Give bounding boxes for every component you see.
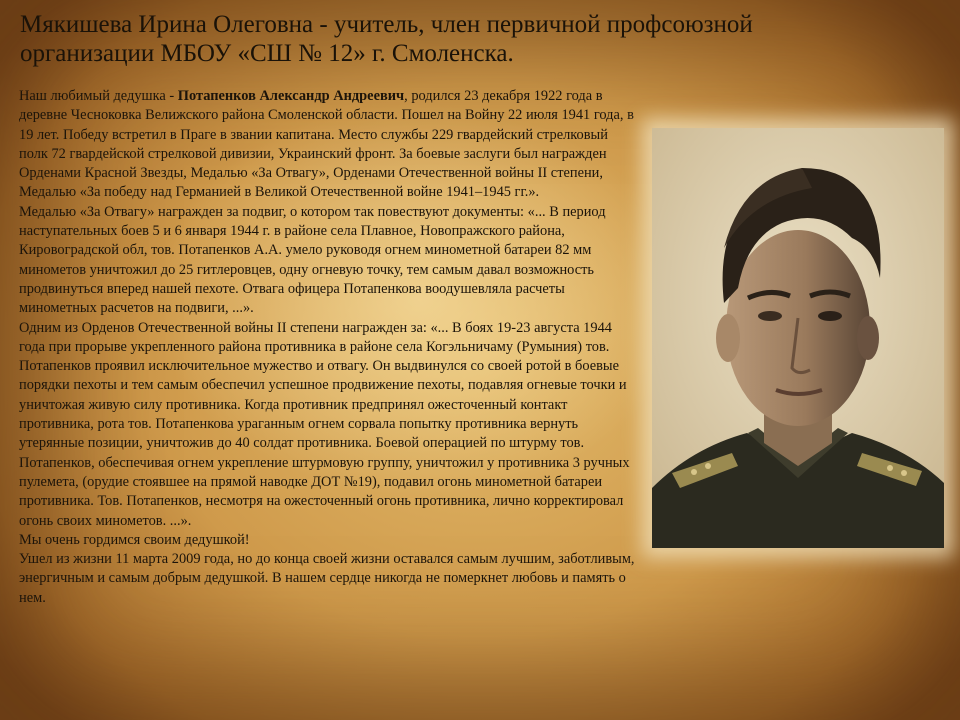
slide-title <box>20 10 920 68</box>
medal-paragraph: Медалью «За Отвагу» награжден за подвиг, о котором так повествуют документы: «... В период наступательных боев 5 и 6 января 1944 г. в районе села Плавное, Новопражского района, Кировоградской обл, тов. Потапенков А.А. умело руководя огнем минометной батареи 82 мм минометов уничтожил до 25 гитлеровцев, одну огневую точку, тем самым давал возможность продвинуться вперед нашей пехоте. Отвага офицера Потапенкова воодушевляла расчеты минометных расчетов на подвиги, ...». <box>19 203 606 317</box>
intro-rest: , родился 23 декабря 1922 года в деревне Чесноковка Велижского района Смоленской области. Пошел на Войну 22 июля 1941 года, в 19 лет. Победу встретил в Праге в звании капитана. Место службы 229 гвардейский стрелковый полк 72 гвардейской стрелковой дивизии, Украинский фронт. За боевые заслуги был награжден Орденами Красной Звезды, Медалью «За Отвагу», Орденами Отечественной войны II степени, Медалью «За победу над Германией в Великой Отечественной войне 1941–1945 гг.». <box>19 88 634 201</box>
title-line-2: организации МБОУ «СШ № 12» г. Смоленска. <box>20 40 514 67</box>
portrait-photo <box>652 128 944 548</box>
intro-paragraph <box>19 87 639 203</box>
portrait-illustration <box>652 128 944 548</box>
intro-prefix: Наш любимый дедушка - <box>19 88 178 104</box>
final-paragraph: Ушел из жизни 11 марта 2009 года, но до конца своей жизни оставался самым лучшим, заботливым, энергичным и самым добрым дедушкой. В нашем сердце никогда не померкнет любовь и память о нем. <box>19 551 635 606</box>
biography-text <box>19 87 639 608</box>
hero-name: Потапенков Александр Андреевич <box>177 88 405 104</box>
order-paragraph: Одним из Орденов Отечественной войны II степени награжден за: «... В боях 19-23 августа 1944 года при прорыве укрепленного района противника в районе села Когэльничаму (Румыния) тов. Потапенков проявил исключительное мужество и отвагу. Он выдвинулся со своей ротой в боевые порядки пехоты и тем самым обеспечил успешное продвижение пехоты, подавляя огневые точки и уничтожая живую силу противника. Когда противник предпринял ожесточенный контакт противника, рота тов. Потапенкова ураганным огнем сорвала попытку противника вернуть утерянные позиции, уничтожив до 40 солдат противника. Боевой операцией по штурму тов. Потапенков, обеспечивая огнем укрепление штурмовую группу, уничтожил у противника 3 ручных пулемета, (орудие стоявшее на прямой наводке ДОТ №19), подавил огонь минометной батареи противника. Тов. Потапенков, несмотря на ожесточенный огонь противника, лично корректировал огонь своих минометов. ...». <box>19 319 630 529</box>
proud-paragraph: Мы очень гордимся своим дедушкой! <box>19 531 250 548</box>
title-line-1: Мякишева Ирина Олеговна - учитель, член первичной профсоюзной <box>20 11 753 38</box>
